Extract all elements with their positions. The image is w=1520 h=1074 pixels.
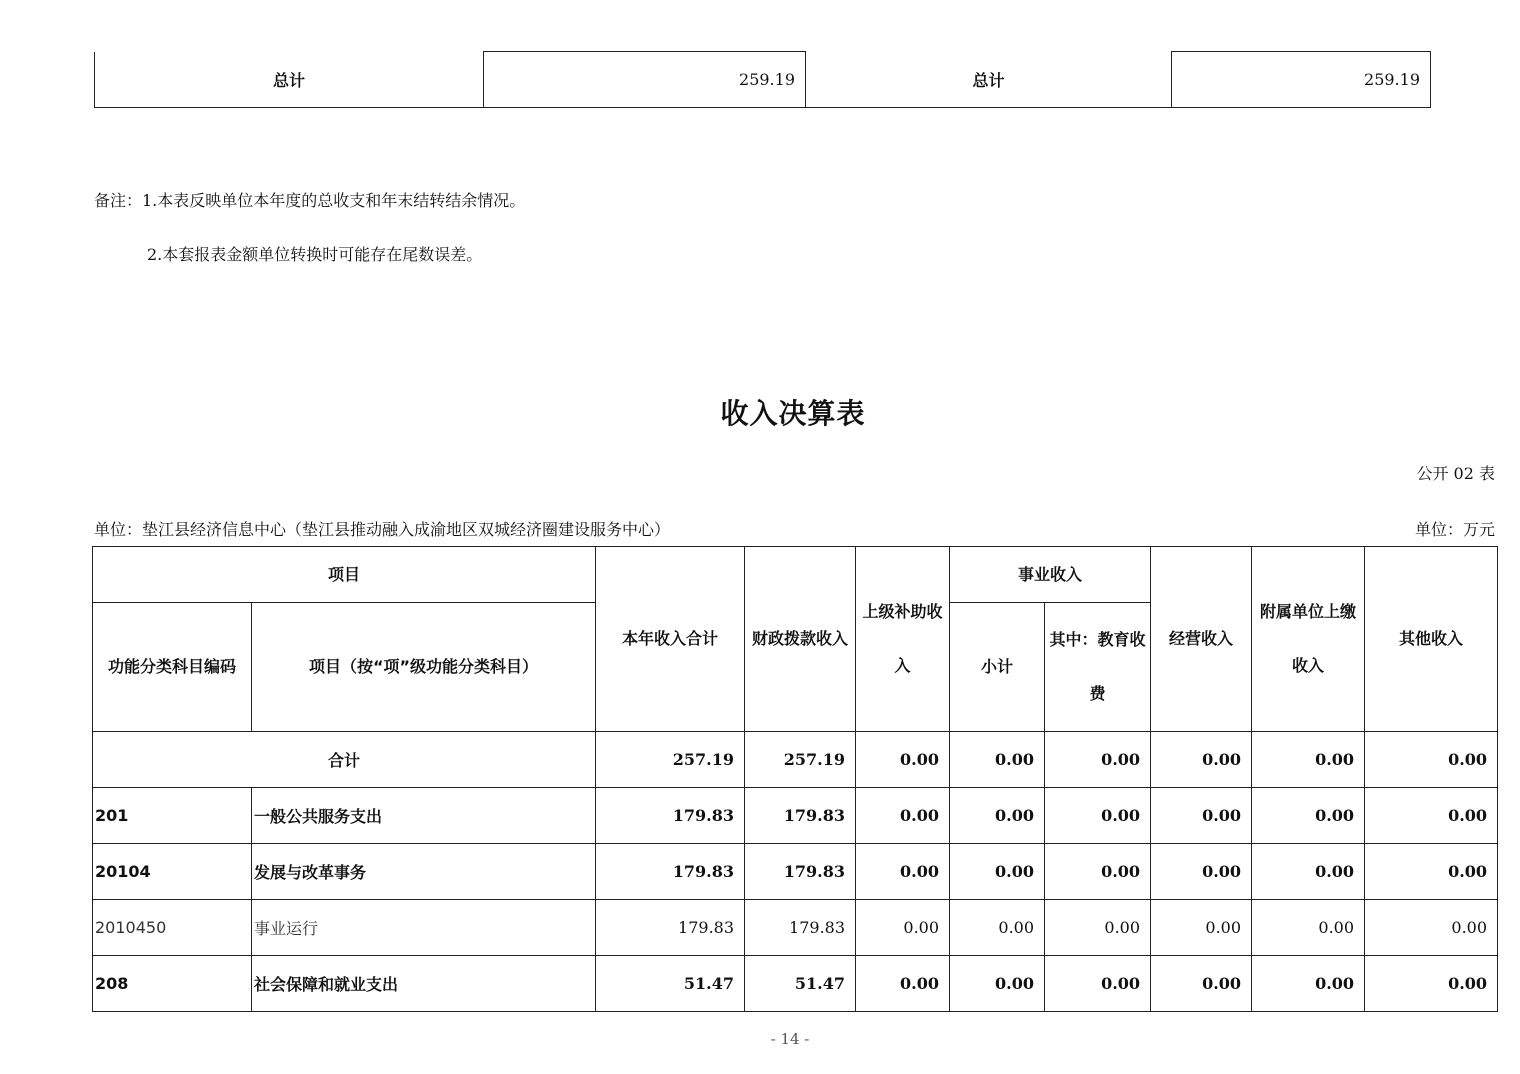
cell-affiliated: 0.00	[1252, 732, 1365, 788]
cell-item-name: 一般公共服务支出	[252, 788, 596, 844]
cell-subtotal: 0.00	[950, 732, 1045, 788]
cell-fiscal: 179.83	[745, 900, 856, 956]
note-line-2: 2.本套报表金额单位转换时可能存在尾数误差。	[147, 245, 483, 264]
cell-education: 0.00	[1045, 732, 1151, 788]
cell-operating: 0.00	[1151, 844, 1252, 900]
cell-affiliated: 0.00	[1252, 788, 1365, 844]
header-operating-income: 经营收入	[1151, 547, 1252, 732]
page-number: - 14 -	[770, 1030, 810, 1048]
header-fiscal-allocation: 财政拨款收入	[745, 547, 856, 732]
unit-currency: 单位：万元	[1414, 520, 1495, 539]
cell-other: 0.00	[1365, 788, 1498, 844]
cell-subtotal: 0.00	[950, 844, 1045, 900]
page-title: 收入决算表	[720, 397, 866, 430]
cell-code: 208	[93, 956, 252, 1012]
total-label-right: 总计	[806, 52, 1172, 108]
cell-affiliated: 0.00	[1252, 844, 1365, 900]
cell-subtotal: 0.00	[950, 900, 1045, 956]
form-number: 公开 02 表	[1416, 464, 1495, 483]
header-superior-subsidy: 上级补助收入	[856, 547, 950, 732]
header-education-fee: 其中：教育收费	[1045, 603, 1151, 732]
table-row-total	[93, 732, 1498, 788]
cell-education: 0.00	[1045, 844, 1151, 900]
cell-operating: 0.00	[1151, 956, 1252, 1012]
cell-affiliated: 0.00	[1252, 900, 1365, 956]
cell-subtotal: 0.00	[950, 956, 1045, 1012]
cell-total-income: 179.83	[596, 844, 745, 900]
cell-education: 0.00	[1045, 956, 1151, 1012]
header-other-income: 其他收入	[1365, 547, 1498, 732]
cell-operating: 0.00	[1151, 788, 1252, 844]
header-code: 功能分类科目编码	[93, 603, 252, 732]
income-statement-table	[92, 546, 1498, 1012]
cell-superior: 0.00	[856, 900, 950, 956]
total-value-right: 259.19	[1172, 52, 1431, 108]
cell-fiscal: 179.83	[745, 844, 856, 900]
header-affiliated-income: 附属单位上缴收入	[1252, 547, 1365, 732]
cell-operating: 0.00	[1151, 732, 1252, 788]
cell-total-income: 179.83	[596, 788, 745, 844]
cell-education: 0.00	[1045, 788, 1151, 844]
cell-fiscal: 51.47	[745, 956, 856, 1012]
summary-total-table	[94, 51, 1431, 108]
header-business-income: 事业收入	[950, 547, 1151, 603]
cell-other: 0.00	[1365, 844, 1498, 900]
cell-code: 201	[93, 788, 252, 844]
header-project: 项目	[93, 547, 596, 603]
table-row	[93, 956, 1498, 1012]
cell-fiscal: 179.83	[745, 788, 856, 844]
header-total-income: 本年收入合计	[596, 547, 745, 732]
cell-education: 0.00	[1045, 900, 1151, 956]
cell-affiliated: 0.00	[1252, 956, 1365, 1012]
header-item-name: 项目（按“项”级功能分类科目）	[252, 603, 596, 732]
cell-other: 0.00	[1365, 732, 1498, 788]
summary-total-row	[95, 52, 1431, 108]
header-row-1	[93, 547, 1498, 603]
cell-fiscal: 257.19	[745, 732, 856, 788]
cell-operating: 0.00	[1151, 900, 1252, 956]
cell-superior: 0.00	[856, 956, 950, 1012]
cell-code: 2010450	[93, 900, 252, 956]
cell-total-income: 257.19	[596, 732, 745, 788]
cell-total-income: 51.47	[596, 956, 745, 1012]
cell-item-name: 发展与改革事务	[252, 844, 596, 900]
note-line-1: 备注：1.本表反映单位本年度的总收支和年末结转结余情况。	[94, 191, 526, 210]
table-row	[93, 900, 1498, 956]
cell-item-name: 社会保障和就业支出	[252, 956, 596, 1012]
table-row	[93, 844, 1498, 900]
cell-other: 0.00	[1365, 900, 1498, 956]
cell-item-name: 事业运行	[252, 900, 596, 956]
total-row-label: 合计	[93, 732, 596, 788]
cell-subtotal: 0.00	[950, 788, 1045, 844]
cell-other: 0.00	[1365, 956, 1498, 1012]
total-value-left: 259.19	[484, 52, 806, 108]
total-label-left: 总计	[95, 52, 484, 108]
table-row	[93, 788, 1498, 844]
header-subtotal: 小计	[950, 603, 1045, 732]
cell-total-income: 179.83	[596, 900, 745, 956]
cell-superior: 0.00	[856, 788, 950, 844]
cell-superior: 0.00	[856, 732, 950, 788]
cell-superior: 0.00	[856, 844, 950, 900]
unit-organization: 单位：垫江县经济信息中心（垫江县推动融入成渝地区双城经济圈建设服务中心）	[94, 520, 671, 539]
cell-code: 20104	[93, 844, 252, 900]
